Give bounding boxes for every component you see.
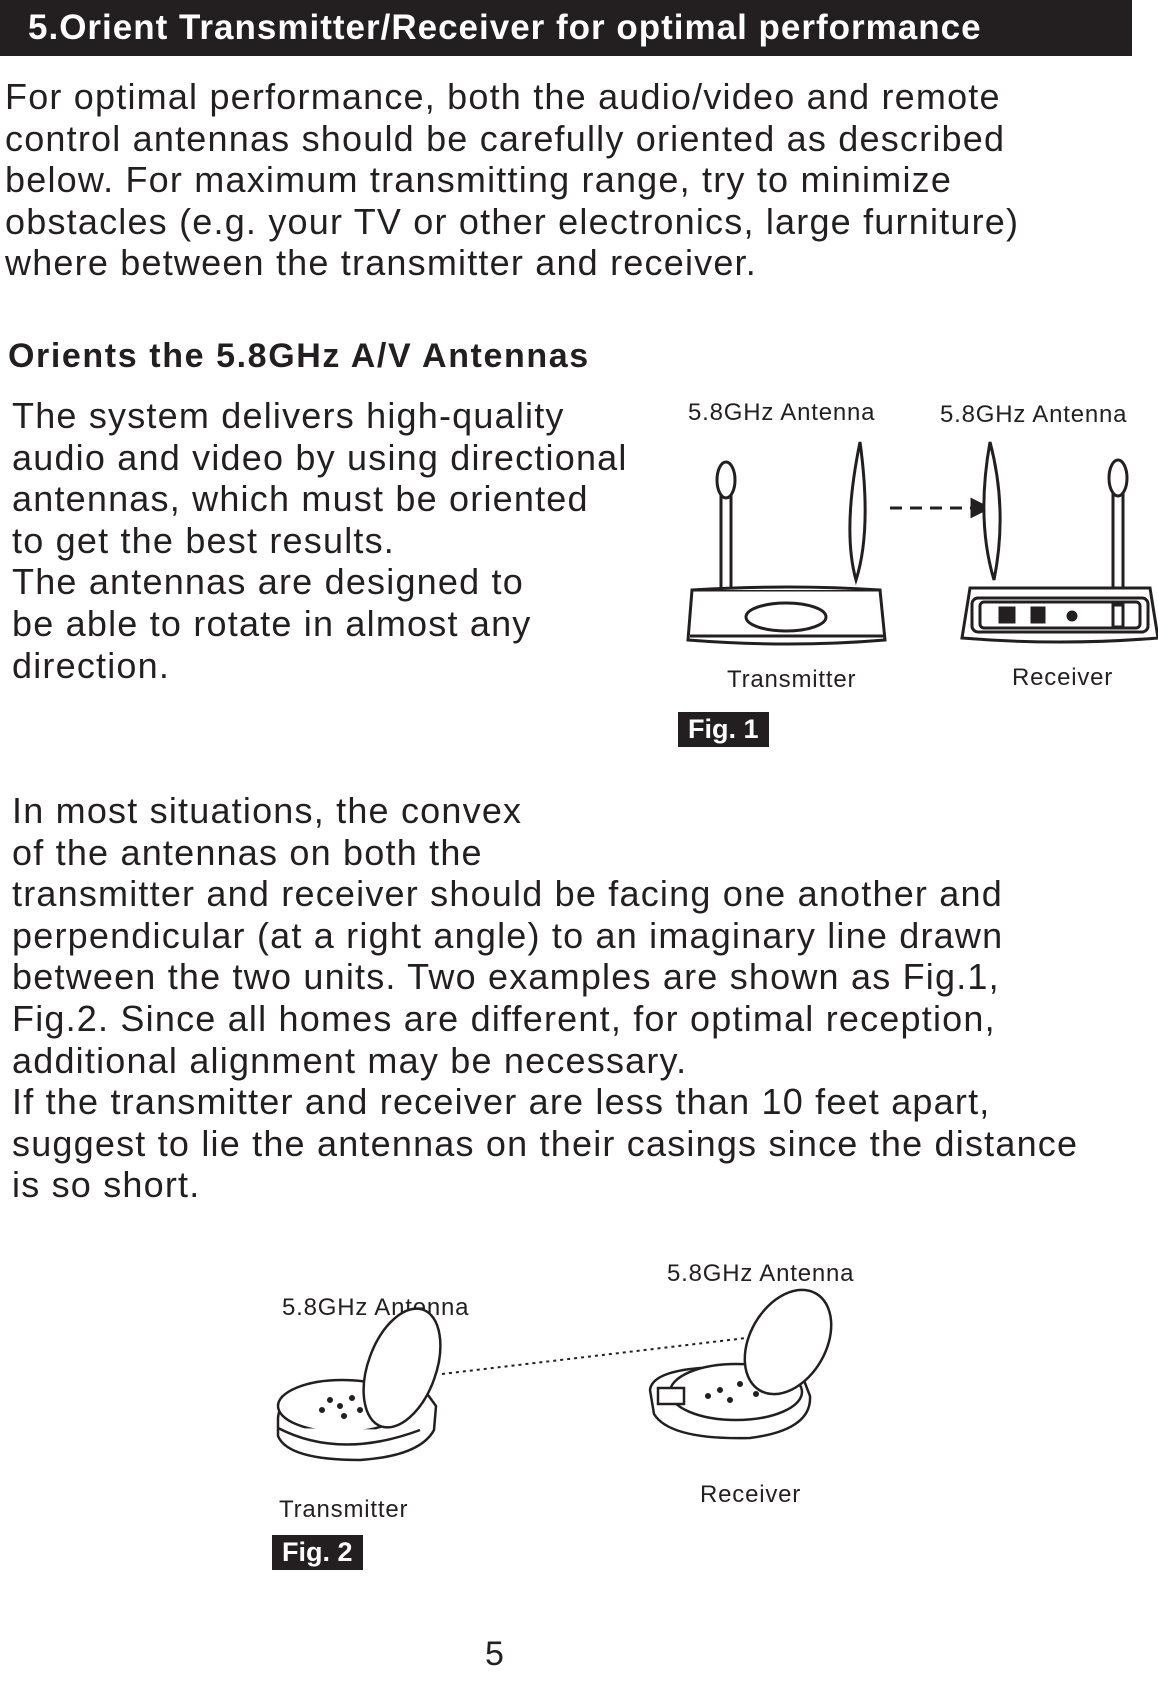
description-line: direction.: [12, 644, 171, 686]
description-line: be able to rotate in almost any: [12, 602, 532, 644]
fig2-illustration: [270, 1310, 840, 1490]
orientation-line: of the antennas on both the: [12, 831, 483, 873]
intro-line: control antennas should be carefully oriented as described: [5, 117, 1006, 159]
fig1-receiver-label: Receiver: [1012, 664, 1114, 691]
intro-line: For optimal performance, both the audio/video and remote: [5, 76, 1001, 117]
fig1-antenna-label-right: 5.8GHz Antenna: [940, 401, 1128, 428]
orientation-line: is so short.: [12, 1164, 201, 1206]
orientation-line: If the transmitter and receiver are less than 10 feet apart,: [12, 1081, 991, 1123]
fig1-transmitter-label: Transmitter: [727, 666, 857, 693]
orientation-line: between the two units. Two examples are shown as Fig.1,: [12, 956, 1000, 998]
description-line: audio and video by using directional: [12, 436, 628, 478]
antenna-description: [12, 395, 628, 686]
intro-paragraph: [5, 76, 1019, 284]
orientation-line: perpendicular (at a right angle) to an imaginary line drawn: [12, 914, 1004, 956]
fig1-receiver-body: [962, 588, 1158, 642]
section-title: 5.Orient Transmitter/Receiver for optimal performance: [28, 8, 982, 47]
orientation-paragraph: [12, 790, 1078, 1206]
fig1-signal-arrow: [890, 500, 988, 516]
fig1-caption: Fig. 1: [678, 712, 769, 747]
orientation-line: Fig.2. Since all homes are different, for optimal reception,: [12, 997, 996, 1039]
fig1-transmitter-body: [688, 587, 885, 644]
fig1-antenna-label-left: 5.8GHz Antenna: [688, 399, 876, 426]
fig2-receiver-label: Receiver: [700, 1481, 802, 1508]
orientation-line: In most situations, the convex: [12, 790, 523, 831]
fig2-antenna-label-right: 5.8GHz Antenna: [667, 1260, 855, 1287]
fig1-transmitter-antenna: [717, 462, 735, 596]
fig2-antenna-label-left: 5.8GHz Antenna: [282, 1294, 470, 1321]
description-line: to get the best results.: [12, 519, 395, 561]
intro-line: obstacles (e.g. your TV or other electronics, large furniture): [5, 200, 1020, 242]
fig1-illustration: [680, 440, 1158, 660]
orientation-line: transmitter and receiver should be facing one another and: [12, 873, 1003, 915]
fig2-transmitter-label: Transmitter: [279, 1496, 409, 1523]
page-number: 5: [485, 1635, 504, 1673]
orientation-line: suggest to lie the antennas on their casings since the distance: [12, 1122, 1079, 1164]
antenna-subheading: Orients the 5.8GHz A/V Antennas: [8, 337, 590, 375]
section-header-bar: [0, 0, 1132, 56]
orientation-line: additional alignment may be necessary.: [12, 1039, 688, 1081]
fig1-transmitter-dish: [850, 442, 865, 580]
fig2-caption: Fig. 2: [272, 1535, 363, 1570]
fig1-receiver-dish: [984, 442, 1000, 580]
intro-line: where between the transmitter and receiver.: [5, 242, 757, 284]
intro-line: below. For maximum transmitting range, try to minimize: [5, 159, 953, 201]
description-line: antennas, which must be oriented: [12, 478, 589, 520]
description-line: The antennas are designed to: [12, 561, 524, 603]
description-line: The system delivers high-quality: [12, 395, 565, 436]
